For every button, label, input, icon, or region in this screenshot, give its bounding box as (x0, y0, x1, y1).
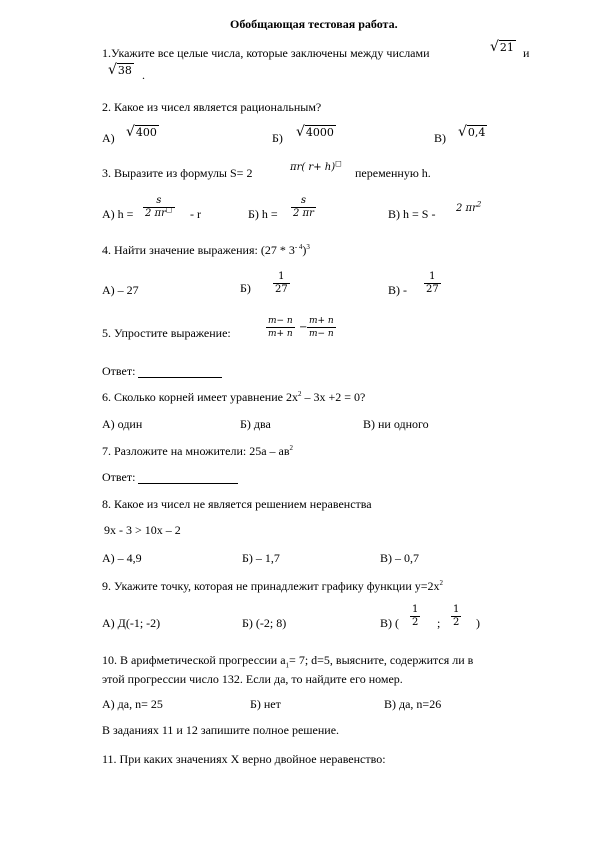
q5-answer-blank[interactable] (138, 377, 222, 378)
q3-option-b-fraction: s 2 πr (293, 195, 314, 219)
q6-option-a: А) один (102, 417, 143, 431)
q8-option-b: Б) – 1,7 (242, 551, 280, 565)
radical-sign-icon: √ (490, 39, 499, 55)
q3-option-a-fraction: s 2 πr□ (145, 195, 173, 219)
q9-option-b: Б) (-2; 8) (242, 616, 287, 630)
question-2-text: 2. Какое из чисел является рациональным? (102, 100, 322, 114)
q4-option-c-fraction: 1 27 (426, 271, 439, 295)
q3-option-c-label: В) h = S - (388, 207, 436, 221)
q4-option-c-label: В) - (388, 283, 407, 297)
q8-option-c: В) – 0,7 (380, 551, 419, 565)
instructions-note: В заданиях 11 и 12 запишите полное решение. (102, 723, 340, 737)
q2-option-b-label: Б) (272, 131, 283, 145)
q2-option-b-value: √ 4000 (296, 124, 334, 140)
q3-option-a-label: А) h = (102, 207, 134, 221)
question-7-text: 7. Разложите на множители: $25a - ав^2$ (102, 444, 294, 458)
question-3-text: 3. Выразите из формулы S= 2 (102, 166, 253, 180)
q6-option-c: В) ни одного (363, 417, 429, 431)
question-1-period: . (142, 68, 145, 82)
q2-option-c-value: √ 0,4 (458, 124, 486, 140)
question-8-text: 8. Какое из чисел не является решением неравенства (102, 497, 372, 511)
question-4-text: 4. Найти значение выражения: $(27 * 3^{- 4})^3$ (102, 243, 310, 257)
q2-option-c-label: В) (434, 131, 446, 145)
q2-option-a-label: А) (102, 131, 115, 145)
q9-option-c-close: ) (476, 616, 480, 630)
q2-option-a-value: √ 400 (126, 124, 157, 140)
q9-option-c-y: 1 2 (453, 604, 460, 628)
question-3-formula: πr( r+ h)□ (290, 159, 342, 173)
q4-option-b-fraction: 1 27 (275, 271, 288, 295)
question-10-line1: 10. В арифметической прогрессии $а_1= 7$; d=5, выясните, содержится ли в (102, 653, 474, 670)
question-1-and: и (523, 46, 530, 60)
q9-option-a: А) Д(-1; -2) (102, 616, 161, 630)
question-10-line2: этой прогрессии число 132. Если да, то найдите его номер. (102, 672, 403, 686)
q7-answer-line: Ответ: (102, 470, 238, 484)
question-6-text: 6. Сколько корней имеет уравнение $2x^2 - 3x +2 = 0$? (102, 390, 366, 404)
q8-inequality: 9х - 3 > 10х – 2 (104, 523, 181, 537)
question-1-text: 1.Укажите все целые числа, которые заключены между числами (102, 46, 430, 60)
question-11-text: 11. При каких значениях Х верно двойное неравенство: (102, 752, 386, 766)
radical-sign-icon: √ (108, 62, 117, 78)
q7-answer-blank[interactable] (138, 483, 238, 484)
q4-option-a: А) – 27 (102, 283, 139, 297)
q3-option-b-label: Б) h = (248, 207, 278, 221)
q8-option-a: А) – 4,9 (102, 551, 142, 565)
q9-option-c-sep: ; (437, 616, 441, 630)
q3-option-a-tail: - r (190, 207, 201, 221)
q3-option-c-expression: 2 $\pi r^2$ (456, 200, 482, 214)
q9-option-c-label: В) ( (380, 616, 399, 630)
radical-sign-icon: √ (458, 124, 467, 140)
q5-fraction-1: m− n m+ n (268, 316, 293, 339)
question-9-text: 9. Укажите точку, которая не принадлежит графику функции $у=2x^2$ (102, 579, 444, 593)
question-5-text: 5. Упростите выражение: (102, 326, 231, 340)
q10-option-c: В) да, n=26 (384, 697, 442, 711)
q10-option-a: А) да, n= 25 (102, 697, 163, 711)
sqrt-38: √ 38 (108, 62, 132, 78)
q10-option-b: Б) нет (250, 697, 281, 711)
q4-option-b-label: Б) (240, 281, 251, 295)
q5-minus: − (299, 322, 308, 333)
radical-sign-icon: √ (126, 124, 135, 140)
q9-option-c-x: 1 2 (412, 604, 419, 628)
q6-option-b: Б) два (240, 417, 271, 431)
question-3-tail: переменную h. (355, 166, 431, 180)
radical-sign-icon: √ (296, 124, 305, 140)
q5-fraction-2: m+ n m− n (309, 316, 334, 339)
q5-answer-line: Ответ: (102, 364, 222, 378)
page-title: Обобщающая тестовая работа. (230, 17, 398, 31)
sqrt-21: √ 21 (490, 39, 514, 55)
